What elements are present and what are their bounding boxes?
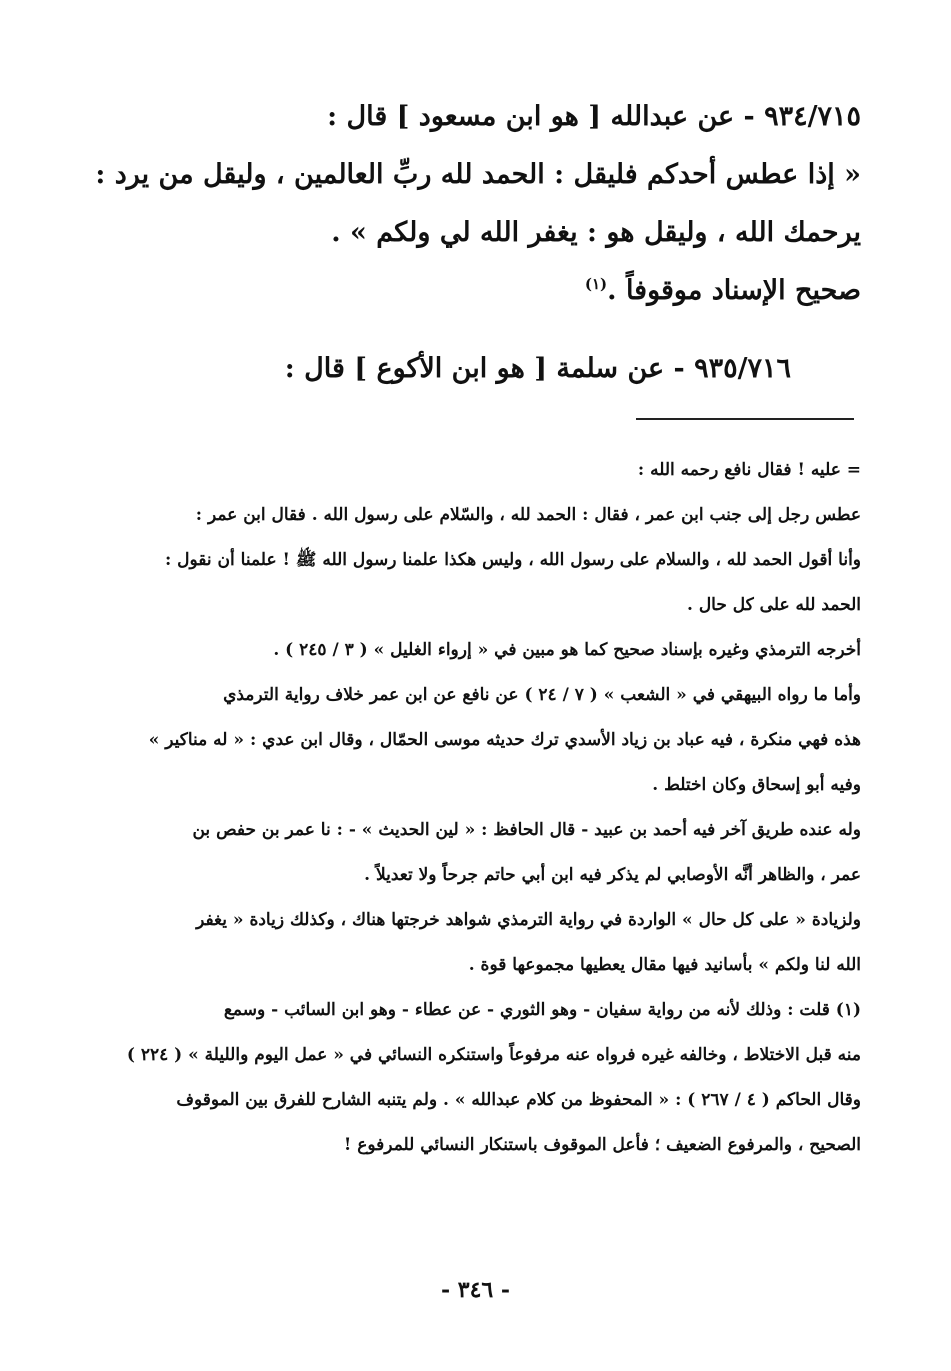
footnote-line: هذه فهي منكرة ، فيه عباد بن زياد الأسدي ترك حديثه موسى الحمّال ، وقال ابن عدي : « له مناكير » [148,730,861,750]
footnote-line: منه قبل الاختلاط ، وخالفه غيره فرواه عنه مرفوعاً واستنكره النسائي في « عمل اليوم والليلة » ( ٢٢٤ ) [126,1045,861,1065]
hadith-715-heading: ٩٣٤/٧١٥ - عن عبدالله [ هو ابن مسعود ] قال : [327,101,861,132]
hadith-715-text-line-2: يرحمك الله ، وليقل هو : يغفر الله لي ولكم » . [331,217,861,248]
footnote-line: وله عنده طريق آخر فيه أحمد بن عبيد - قال الحافظ : « لين الحديث » - : نا عمر بن حفص بن [192,820,861,840]
footnote-line: = عليه ! فقال نافع رحمه الله : [637,460,861,480]
footnote-line: وأنا أقول الحمد لله ، والسلام على رسول الله ، وليس هكذا علمنا رسول الله ﷺ ! علمنا أن نقول : [164,550,861,570]
footnote-line: وأما ما رواه البيهقي في « الشعب » ( ٧ / ٢٤ ) عن نافع عن ابن عمر خلاف رواية الترمذي [223,685,861,705]
hadith-715-text-line-1: « إذا عطس أحدكم فليقل : الحمد لله ربِّ العالمين ، وليقل من يرد : [95,159,861,190]
footnote-line: عمر ، والظاهر أنَّه الأوصابي لم يذكر فيه ابن أبي حاتم جرحاً ولا تعديلاً . [364,865,861,885]
hadith-715-grade-text: صحيح الإسناد موقوفاً . [607,275,861,306]
hadith-716-heading: ٩٣٥/٧١٦ - عن سلمة [ هو ابن الأكوع ] قال : [284,353,791,384]
footnote-line: الصحيح ، والمرفوع الضعيف ؛ فأعل الموقوف باستنكار النسائي للمرفوع ! [343,1135,861,1155]
footnote-line: أخرجه الترمذي وغيره بإسناد صحيح كما هو مبين في « إرواء الغليل » ( ٣ / ٢٤٥ ) . [273,640,861,660]
footnote-line: وفيه أبو إسحاق وكان اختلط . [652,775,861,795]
footnote-line: ولزيادة « على كل حال » الواردة في رواية الترمذي شواهد خرجتها هناك ، وكذلك زيادة « يغفر [196,910,861,930]
footnote-line: عطس رجل إلى جنب ابن عمر ، فقال : الحمد لله ، والسّلام على رسول الله . فقال ابن عمر : [195,505,861,525]
footnote-line: وقال الحاكم ( ٤ / ٢٦٧ ) : « المحفوظ من كلام عبدالله » . ولم يتنبه الشارح للفرق بين الموقوف [176,1090,861,1110]
main-text-block [85,88,861,320]
footnote-line: (١) قلت : وذلك لأنه من رواية سفيان - وهو الثوري - عن عطاء - وهو ابن السائب - وسمع [223,1000,861,1020]
footnotes-block [85,448,861,1168]
footnote-line: الله لنا ولكم » بأسانيد فيها مقال يعطيها مجموعها قوة . [468,955,861,975]
footnote-divider [636,418,854,420]
hadith-715-grade [85,262,861,320]
page-number: - ٣٤٦ - [440,1277,511,1303]
footnote-line: الحمد لله على كل حال . [686,595,861,615]
footnote-ref-1: (١) [584,275,608,293]
